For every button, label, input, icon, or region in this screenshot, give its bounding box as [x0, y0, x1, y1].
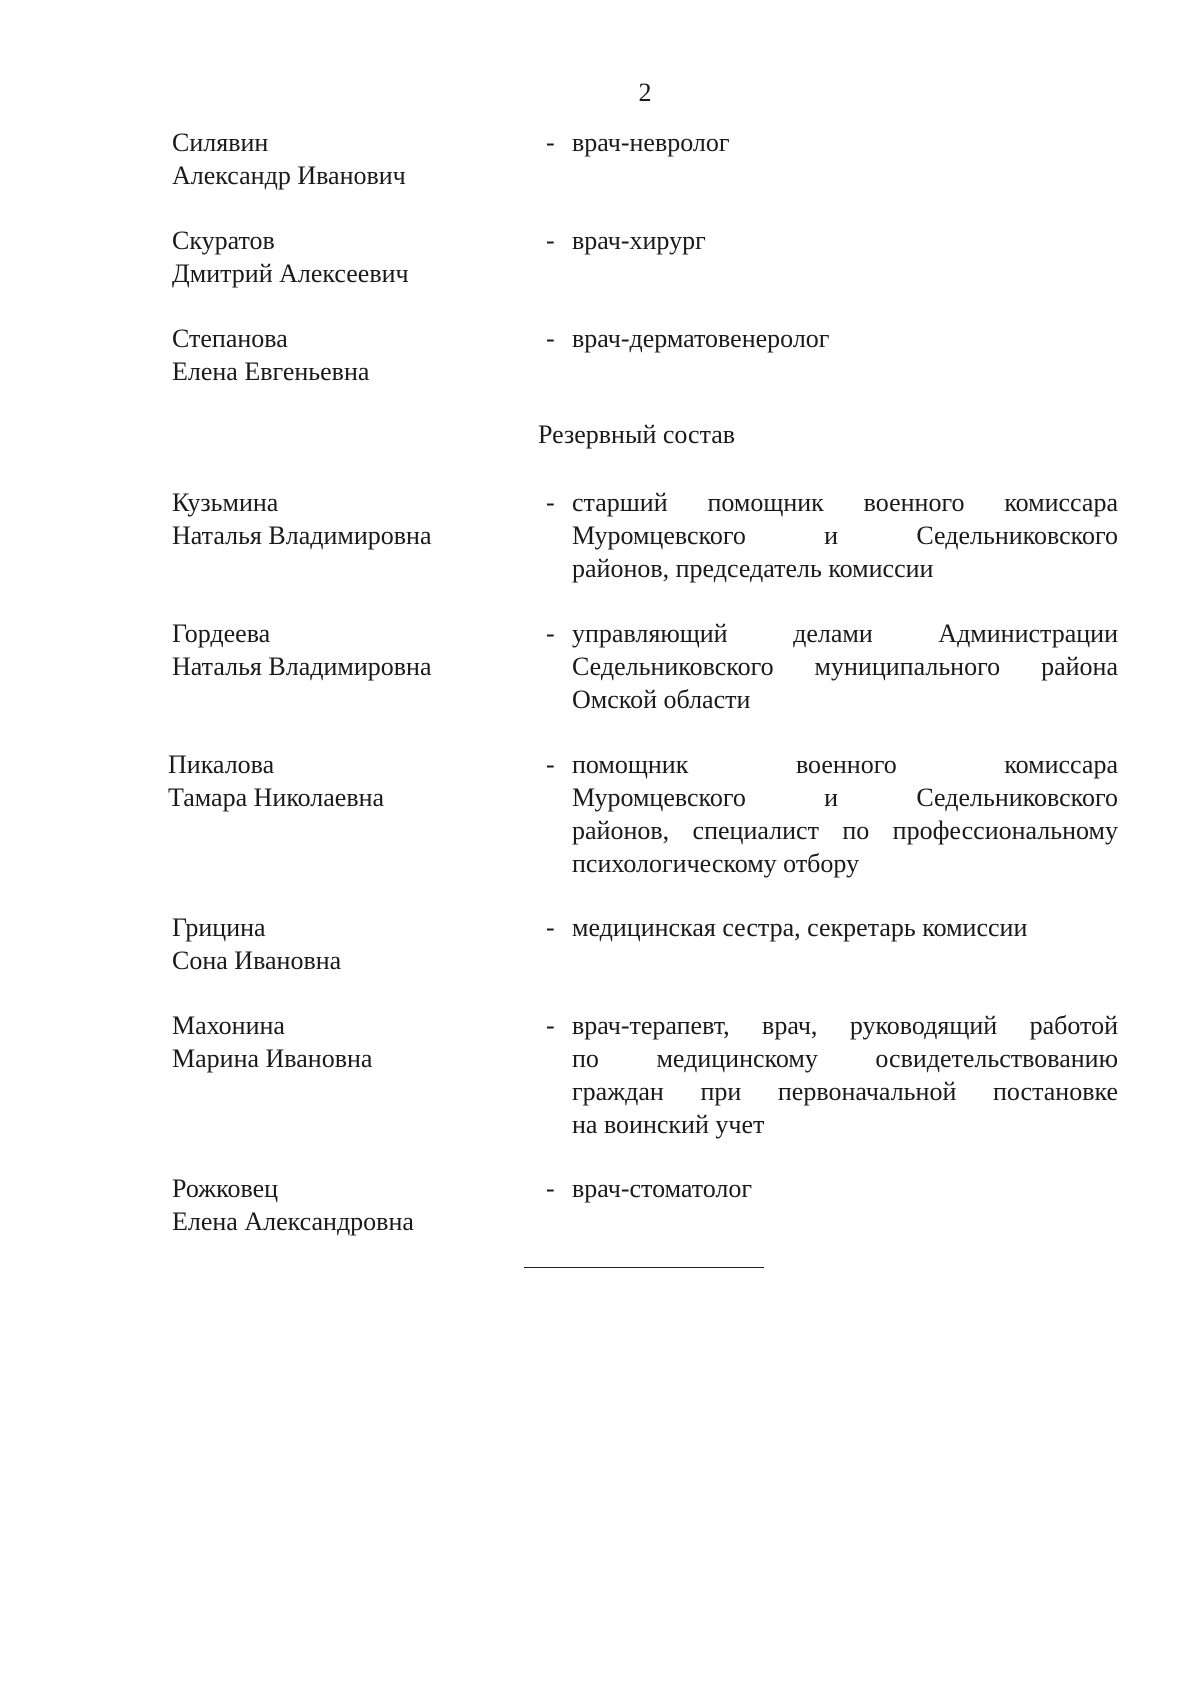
dash-separator: - [546, 324, 555, 353]
member-role [572, 911, 1118, 944]
member-given-name: Александр Иванович [172, 161, 406, 190]
member-surname: Гордеева [172, 619, 271, 648]
member-given-name: Наталья Владимировна [172, 652, 432, 681]
member-surname: Скуратов [172, 226, 275, 255]
member-name [168, 748, 528, 814]
member-given-name: Наталья Владимировна [172, 521, 432, 550]
role-line: Омской области [572, 685, 751, 714]
role-line: на воинский учет [572, 1110, 765, 1139]
member-given-name: Елена Евгеньевна [172, 357, 370, 386]
member-role [572, 322, 1118, 355]
role-line: врач-стоматолог [572, 1174, 753, 1203]
dash-separator: - [546, 913, 555, 942]
member-surname: Кузьмина [172, 488, 279, 517]
role-line: граждан при первоначальной постановке [572, 1077, 1118, 1106]
member-surname: Степанова [172, 324, 288, 353]
member-role [572, 126, 1118, 159]
role-line: управляющий делами Администрации [572, 619, 1118, 648]
dash-separator: - [546, 226, 555, 255]
member-surname: Махонина [172, 1011, 285, 1040]
member-surname: Рожковец [172, 1174, 279, 1203]
role-line: по медицинскому освидетельствованию [572, 1044, 1118, 1073]
member-given-name: Сона Ивановна [172, 946, 342, 975]
member-given-name: Тамара Николаевна [168, 783, 385, 812]
role-line: медицинская сестра, секретарь комиссии [572, 913, 1028, 942]
reserve-section-heading: Резервный состав [538, 420, 736, 449]
member-name [172, 224, 532, 290]
dash-separator: - [546, 750, 555, 779]
dash-separator: - [546, 488, 555, 517]
end-of-list-rule [524, 1267, 764, 1268]
member-role [572, 1172, 1118, 1205]
member-role [572, 748, 1118, 880]
member-given-name: Елена Александровна [172, 1207, 414, 1236]
member-name [172, 126, 532, 192]
member-name [172, 617, 532, 683]
role-line: врач-дерматовенеролог [572, 324, 830, 353]
role-line: врач-терапевт, врач, руководящий работой [572, 1011, 1118, 1040]
role-line: районов, председатель комиссии [572, 554, 934, 583]
member-given-name: Марина Ивановна [172, 1044, 373, 1073]
member-role [572, 224, 1118, 257]
member-name [172, 322, 532, 388]
role-line: старший помощник военного комиссара [572, 488, 1118, 517]
role-line: врач-хирург [572, 226, 706, 255]
member-role [572, 617, 1118, 716]
role-line: психологическому отбору [572, 849, 860, 878]
member-role [572, 486, 1118, 585]
member-surname: Силявин [172, 128, 269, 157]
member-role [572, 1009, 1118, 1141]
role-line: помощник военного комиссара [572, 750, 1118, 779]
role-line: Муромцевского и Седельниковского [572, 783, 1118, 812]
member-surname: Пикалова [168, 750, 275, 779]
member-name [172, 1172, 532, 1238]
member-name [172, 486, 532, 552]
dash-separator: - [546, 1174, 555, 1203]
member-surname: Грицина [172, 913, 266, 942]
role-line: районов, специалист по профессиональному [572, 816, 1118, 845]
dash-separator: - [546, 128, 555, 157]
dash-separator: - [546, 1011, 555, 1040]
member-name [172, 911, 532, 977]
role-line: Муромцевского и Седельниковского [572, 521, 1118, 550]
member-given-name: Дмитрий Алексеевич [172, 259, 409, 288]
dash-separator: - [546, 619, 555, 648]
member-name [172, 1009, 532, 1075]
role-line: Седельниковского муниципального района [572, 652, 1118, 681]
page-number: 2 [638, 78, 652, 107]
role-line: врач-невролог [572, 128, 730, 157]
